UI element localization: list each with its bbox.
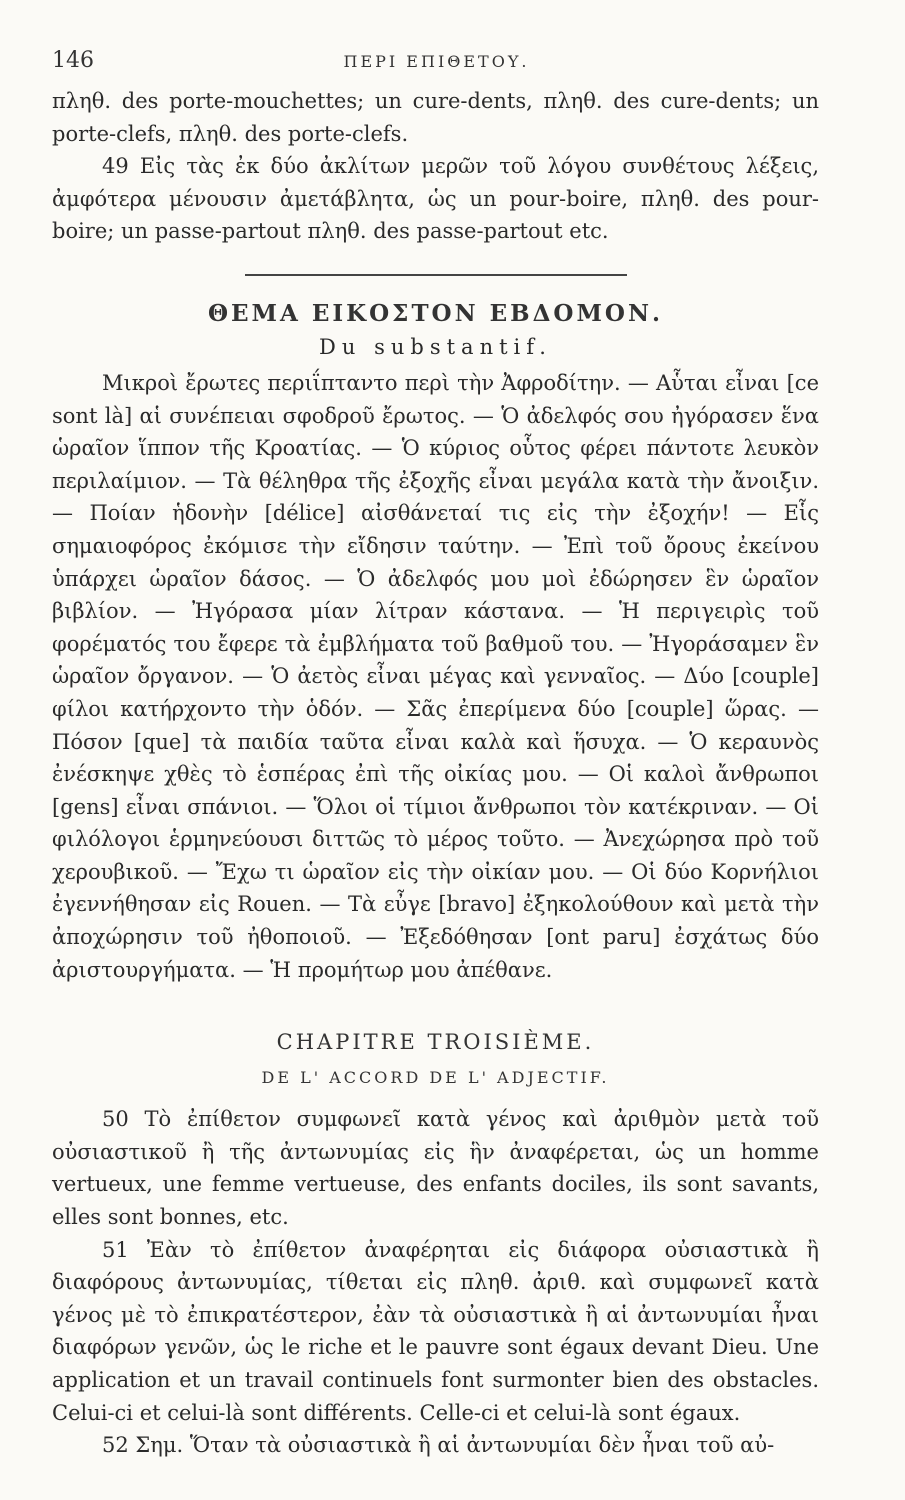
paragraph-51: 51 Ἐὰν τὸ ἐπίθετον ἀναφέρηται εἰς διάφορα οὐσιαστικὰ ἢ διαφόρους ἀντωνυμίας, τίθεται εἰς πληθ. ἀριθ. καὶ συμφωνεῖ κατὰ γένος μὲ τὸ ἐπικρατέστερον, ἐὰν τὰ οὐσιαστικὰ ἢ αἱ ἀντωνυμίαι ἦναι διαφόρων γενῶν, ὡς le riche et le pauvre sont égaux devant Dieu. Une application et un travail continuels font surmonter bien des obstacles. Celui-ci et celui-là sont différents. Celle-ci et celui-là sont égaux. bbox=[52, 1237, 819, 1425]
chapter-title: CHAPITRE TROISIÈME. bbox=[276, 1030, 595, 1055]
paragraph-50: 50 Τὸ ἐπίθετον συμφωνεῖ κατὰ γένος καὶ ἀριθμὸν μετὰ τοῦ οὐσιαστικοῦ ἢ τῆς ἀντωνυμίας εἰς ἣν ἀναφέρεται, ὡς un homme vertueux, une femme vertueuse, des enfants dociles, ils sont savants, elles sont bonnes, etc. bbox=[52, 1107, 819, 1230]
chapter-subtitle: DE L' ACCORD DE L' ADJECTIF. bbox=[261, 1068, 610, 1088]
exercise-text: Μικροὶ ἔρωτες περιΐπταντο περὶ τὴν Ἀφροδίτην. — Αὗται εἶναι [ce sont là] αἱ συνέπειαι σφοδροῦ ἔρωτος. — Ὁ ἀδελφός σου ἠγόρασεν ἕνα ὡραῖον ἵππον τῆς Κροατίας. — Ὁ κύριος οὗτος φέρει πάντοτε λευκὸν περιλαίμιον. — Τὰ θέληθρα τῆς ἐξοχῆς εἶναι μεγάλα κατὰ τὴν ἄνοιξιν. — Ποίαν ἡδονὴν [délice] αἰσθάνεταί τις εἰς τὴν ἐξοχήν! — Εἷς σημαιοφόρος ἐκόμισε τὴν εἴδησιν ταύτην. — Ἐπὶ τοῦ ὄρους ἐκείνου ὑπάρχει ὡραῖον δάσος. — Ὁ ἀδελφός μου μοὶ ἐδώρησεν ἓν ὡραῖον βιβλίον. — Ἠγόρασα μίαν λίτραν κάστανα. — Ἡ περιγειρὶς τοῦ φορέματός του ἔφερε τὰ ἐμβλήματα τοῦ βαθμοῦ του. — Ἠγοράσαμεν ἓν ὡραῖον ὄργανον. — Ὁ ἀετὸς εἶναι μέγας καὶ γενναῖος. — Δύο [couple] φίλοι κατήρχοντο τὴν ὁδόν. — Σᾶς ἐπερίμενα δύο [couple] ὥρας. — Πόσον [que] τὰ παιδία ταῦτα εἶναι καλὰ καὶ ἥσυχα. — Ὁ κεραυνὸς ἐνέσκηψε χθὲς τὸ ἑσπέρας ἐπὶ τῆς οἰκίας μου. — Οἱ καλοὶ ἄνθρωποι [gens] εἶναι σπάνιοι. — Ὅλοι οἱ τίμιοι ἄνθρωποι τὸν κατέκριναν. — Οἱ φιλόλογοι ἑρμηνεύουσι διττῶς τὸ μέρος τοῦτο. — Ἀνεχώρησα πρὸ τοῦ χερουβικοῦ. — Ἔχω τι ὡραῖον εἰς τὴν οἰκίαν μου. — Οἱ δύο Κορνήλιοι ἐγεννήθησαν εἰς Rouen. — Τὰ εὖγε [bravo] ἐξηκολούθουν καὶ μετὰ τὴν ἀποχώρησιν τοῦ ἠθοποιοῦ. — Ἐξεδόθησαν [ont paru] ἐσχάτως δύο ἀριστουργήματα. — Ἡ προμήτωρ μου ἀπέθανε. bbox=[52, 370, 819, 982]
section-title: ΘΕΜΑ ΕΙΚΟΣΤΟΝ ΕΒΔΟΜΟΝ. bbox=[207, 299, 663, 327]
paragraph-52: 52 Σημ. Ὅταν τὰ οὐσιαστικὰ ἢ αἱ ἀντωνυμίαι δὲν ἦναι τοῦ αὐ- bbox=[102, 1433, 775, 1458]
running-head bbox=[52, 48, 819, 73]
running-title: ΠΕΡΙ ΕΠΙΘΕΤΟΥ. bbox=[343, 52, 530, 71]
paragraph-49: 49 Εἰς τὰς ἐκ δύο ἀκλίτων μερῶν τοῦ λόγου συνθέτους λέξεις, ἀμφότερα μένουσιν ἀμετάβλητα, ὡς un pour-boire, πληθ. des pour-boire; un passe-partout πληθ. des passe-partout etc. bbox=[52, 154, 819, 244]
continued-paragraph: πληθ. des porte-mouchettes; un cure-dents, πληθ. des cure-dents; un porte-clefs, πληθ. des porte-clefs. bbox=[52, 89, 819, 146]
page-number: 146 bbox=[52, 48, 94, 73]
section-subtitle: Du substantif. bbox=[319, 334, 552, 359]
section-divider bbox=[245, 274, 627, 276]
